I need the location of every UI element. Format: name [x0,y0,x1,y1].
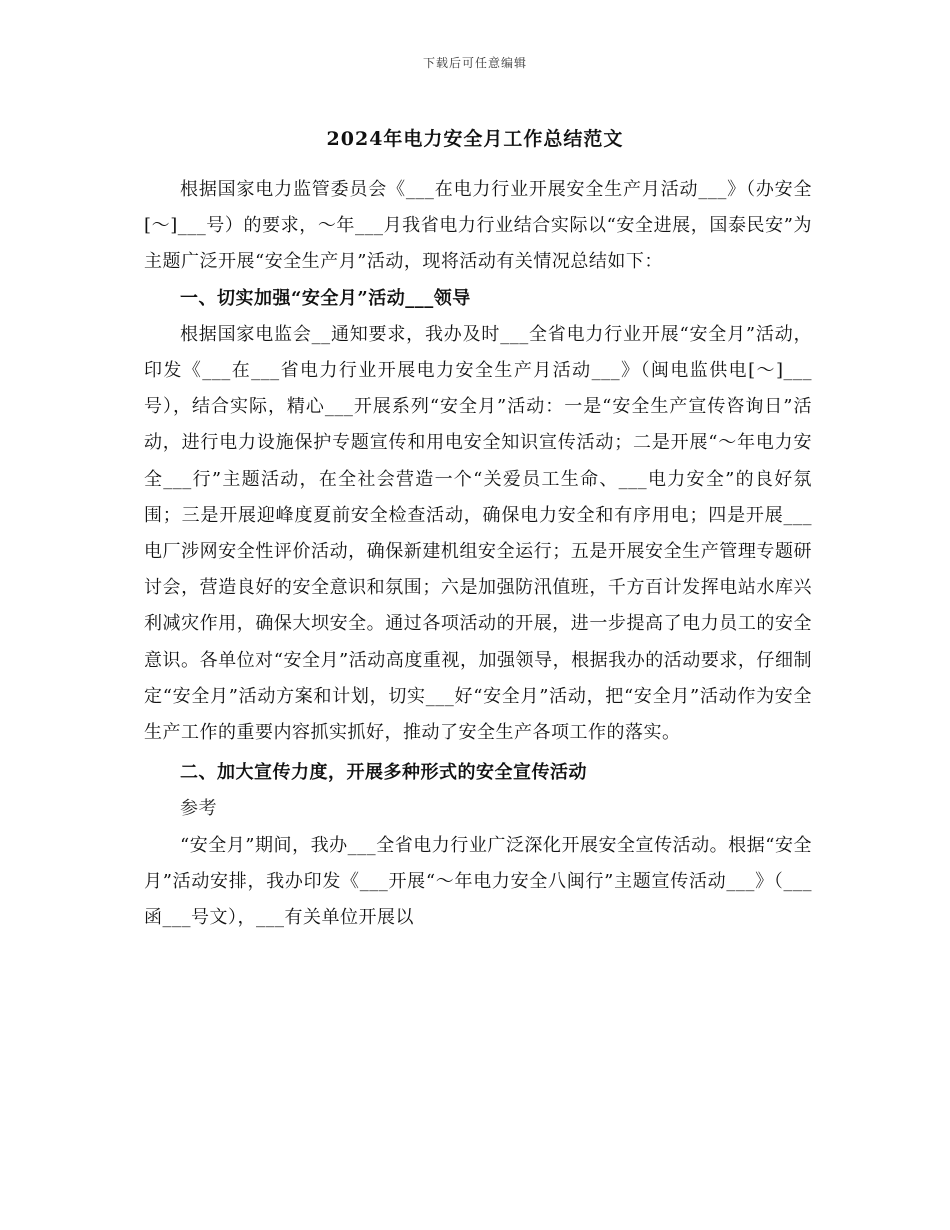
intro-paragraph: 根据国家电力监管委员会《___在电力行业开展安全生产月活动___》（办安全[～]___号）的要求，～年___月我省电力行业结合实际以“安全进展，国泰民安”为主题广泛开展“安全生产月”活动，现将活动有关情况总结如下： [144,179,812,273]
page-header-note: 下载后可任意编辑 [422,56,527,70]
reference-note: 参考 [180,798,217,820]
section-2-paragraph: “安全月”期间，我办___全省电力行业广泛深化开展安全宣传活动。根据“安全月”活动安排，我办印发《___开展“～年电力安全八闽行”主题宣传活动___》（___函___号文），___有关单位开展以 [144,834,812,929]
section-1-heading: 一、切实加强“安全月”活动___领导 [180,287,471,309]
document-body [144,172,812,936]
section-2-heading: 二、加大宣传力度，开展多种形式的安全宣传活动 [180,762,587,784]
document-title: 2024年电力安全月工作总结范文 [326,128,624,150]
section-1-paragraph: 根据国家电监会__通知要求，我办及时___全省电力行业开展“安全月”活动，印发《___在___省电力行业开展电力安全生产月活动___》（闽电监供电[～]___号），结合实际，精心___开展系列“安全月”活动：一是“安全生产宣传咨询日”活动，进行电力设施保护专题宣传和用电安全知识宣传活动；二是开展“～年电力安全___行”主题活动，在全社会营造一个“关爱员工生命、___电力安全”的良好氛围；三是开展迎峰度夏前安全检查活动，确保电力安全和有序用电；四是开展___电厂涉网安全性评价活动，确保新建机组安全运行；五是开展安全生产管理专题研讨会，营造良好的安全意识和氛围；六是加强防汛值班，千方百计发挥电站水库兴利减灾作用，确保大坝安全。通过各项活动的开展，进一步提高了电力员工的安全意识。各单位对“安全月”活动高度重视，加强领导，根据我办的活动要求，仔细制定“安全月”活动方案和计划，切实___好“安全月”活动，把“安全月”活动作为安全生产工作的重要内容抓实抓好，推动了安全生产各项工作的落实。 [144,323,812,744]
